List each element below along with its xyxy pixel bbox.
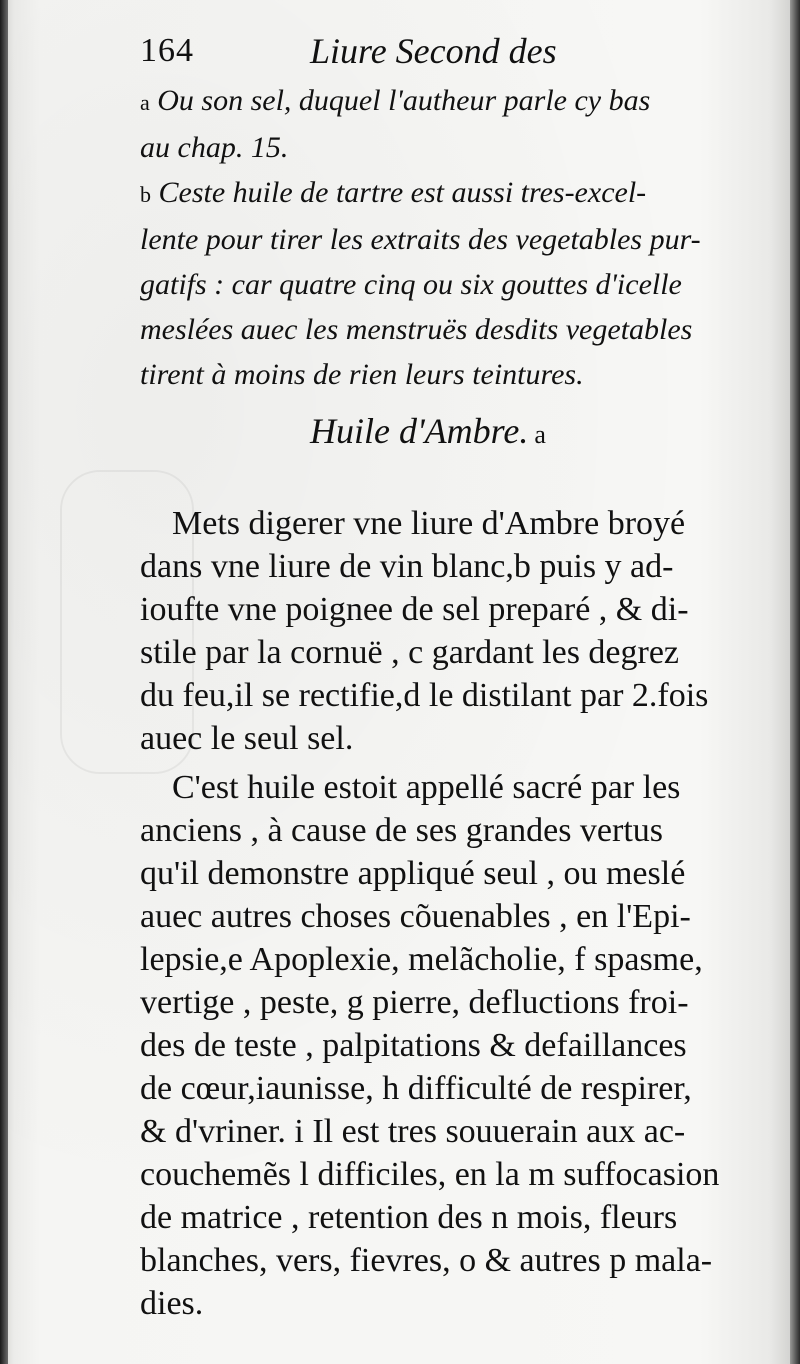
text-line: Mets digerer vne liure d'Ambre broyé [172,505,686,542]
paragraph-2 [140,766,740,1325]
note-line: meslées auec les menstruës desdits vegetables [140,313,693,346]
text-line: vertige , peste, g pierre, defluctions froi- [140,984,689,1021]
note-marker: b [140,182,151,207]
page-number: 164 [140,32,194,69]
text-line: des de teste , palpitations & defaillances [140,1027,687,1064]
text-line: blanches, vers, fievres, o & autres p mala- [140,1242,713,1279]
text-line: stile par la cornuë , c gardant les degrez [140,634,680,671]
page-outer-edge [790,0,800,1364]
page-header [140,30,740,74]
text-line: de cœur,iaunisse, h difficulté de respirer, [140,1070,692,1107]
text-line: de matrice , retention des n mois, fleurs [140,1199,678,1236]
text-line: du feu,il se rectifie,d le distilant par 2.fois [140,677,709,714]
running-title: Liure Second des [310,31,557,71]
note-line: b Ceste huile de tartre est aussi tres-excel- [140,176,647,209]
text-line: auec autres choses cõuenables , en l'Epi- [140,898,691,935]
body-text [140,502,740,1325]
section-heading [310,410,546,452]
text-line: dans vne liure de vin blanc,b puis y ad- [140,548,674,585]
note-line: tirent à moins de rien leurs teintures. [140,358,584,391]
page-binding-edge [0,0,8,1364]
text-line: ioufte vne poignee de sel preparé , & di- [140,591,689,628]
note-b [140,170,740,397]
paragraph-1 [140,502,740,760]
section-title: Huile d'Ambre. [310,411,529,451]
text-line: qu'il demonstre appliqué seul , ou meslé [140,855,686,892]
text-line: C'est huile estoit appellé sacré par les [172,769,681,806]
note-line: lente pour tirer les extraits des vegetables pur- [140,223,701,256]
note-line: gatifs : car quatre cinq ou six gouttes d'icelle [140,268,682,301]
section-note-marker: a [534,420,546,449]
text-line: dies. [140,1285,204,1322]
text-line: couchemẽs l difficiles, en la m suffocasion [140,1156,720,1193]
marginal-notes [140,78,740,397]
text-line: lepsie,e Apoplexie, melãcholie, f spasme, [140,941,703,978]
text-line: & d'vriner. i Il est tres souuerain aux ac- [140,1113,686,1150]
note-line: a Ou son sel, duquel l'autheur parle cy bas [140,84,651,117]
note-marker: a [140,90,150,115]
note-a [140,78,740,170]
text-line: auec le seul sel. [140,720,354,757]
note-line: au chap. 15. [140,131,289,164]
text-line: anciens , à cause de ses grandes vertus [140,812,664,849]
